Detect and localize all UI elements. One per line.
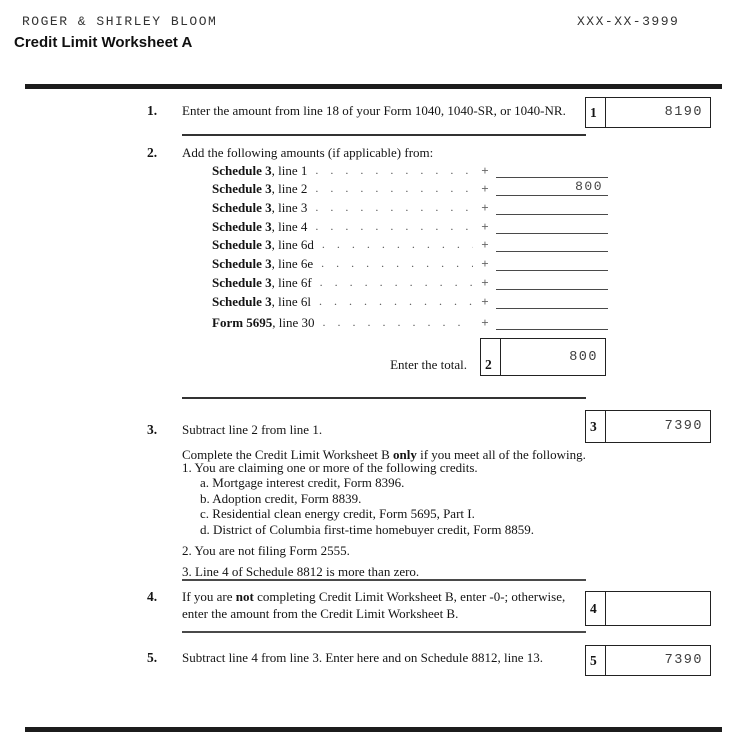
top-rule: [25, 84, 722, 89]
worksheet-b-conditions: [182, 460, 534, 580]
line4-number: 4.: [147, 589, 158, 604]
line2-box-number: 2: [481, 339, 501, 375]
plus-sign: +: [481, 274, 489, 290]
schedule-addition-list: [212, 159, 608, 330]
schedule-row: Schedule 3, line 6l . . . +: [212, 290, 608, 309]
line5-number: 5.: [147, 650, 158, 665]
schedule-row: Schedule 3, line 6f . . . +: [212, 271, 608, 290]
line2-total-field[interactable]: 800: [569, 349, 598, 365]
line4-text: If you are not completing Credit Limit Worksheet B, enter -0-; otherwise, enter the amount from the Credit Limit Worksheet B.: [182, 589, 566, 621]
schedule-row: Schedule 3, line 6d . . . +: [212, 234, 608, 253]
schedule-row: Schedule 3, line 6e . . . +: [212, 252, 608, 271]
line4-box-number: 4: [586, 592, 606, 625]
line3-amount-field[interactable]: 7390: [664, 419, 703, 434]
plus-sign: +: [481, 200, 489, 216]
dot-leader: [315, 163, 473, 177]
plus-sign: +: [481, 162, 489, 178]
amount-field[interactable]: [496, 235, 608, 252]
plus-sign: +: [481, 237, 489, 253]
dot-leader: [321, 256, 473, 270]
line5-amount-field[interactable]: 7390: [664, 653, 703, 668]
separator: [182, 579, 586, 581]
dot-leader: [323, 315, 473, 329]
separator: [182, 631, 586, 633]
schedule-row: Schedule 3, line 4 . . . +: [212, 215, 608, 234]
amount-field[interactable]: [496, 313, 608, 330]
amount-field[interactable]: 800: [496, 179, 608, 196]
bottom-rule: [25, 727, 722, 732]
schedule-row: Form 5695, line 30 . . . +: [212, 312, 608, 331]
taxpayer-name: ROGER & SHIRLEY BLOOM: [22, 14, 218, 29]
plus-sign: +: [481, 293, 489, 309]
page-title: Credit Limit Worksheet A: [14, 34, 193, 51]
taxpayer-ssn: XXX-XX-3999: [577, 14, 680, 29]
dot-leader: [322, 237, 473, 251]
amount-field[interactable]: [496, 292, 608, 309]
line3-amount-box: [585, 410, 711, 443]
line1-amount-field[interactable]: 8190: [664, 105, 703, 120]
condition-item: 1. You are claiming one or more of the following credits.: [182, 460, 478, 475]
dot-leader: [319, 294, 473, 308]
condition-subitem: c. Residential clean energy credit, Form 5695, Part I.: [200, 506, 475, 522]
line1-number: 1.: [147, 103, 158, 118]
line3-box-number: 3: [586, 411, 606, 442]
plus-sign: +: [481, 218, 489, 234]
dot-leader: [315, 181, 473, 195]
condition-subitem: b. Adoption credit, Form 8839.: [200, 490, 362, 506]
schedule-row: Schedule 3, line 1 . . . +: [212, 159, 608, 178]
line1-amount-box: [585, 97, 711, 128]
line1-text: Enter the amount from line 18 of your Form 1040, 1040-SR, or 1040-NR.: [182, 103, 566, 118]
plus-sign: +: [481, 315, 489, 331]
line2-text: Add the following amounts (if applicable) from:: [182, 145, 434, 160]
line5-box-number: 5: [586, 646, 606, 675]
line5-amount-box: [585, 645, 711, 676]
separator: [182, 397, 586, 399]
amount-field[interactable]: [496, 161, 608, 178]
amount-field[interactable]: [496, 273, 608, 290]
line4-amount-field[interactable]: [606, 592, 710, 625]
amount-field[interactable]: [496, 198, 608, 215]
separator: [182, 134, 586, 136]
line1-box-number: 1: [586, 98, 606, 127]
condition-item: 2. You are not filing Form 2555.: [182, 543, 350, 559]
condition-subitem: d. District of Columbia first-time homebuyer credit, Form 8859.: [200, 521, 534, 537]
enter-total-label: Enter the total.: [390, 357, 467, 372]
condition-item: 3. Line 4 of Schedule 8812 is more than zero.: [182, 564, 420, 580]
schedule-row: Schedule 3, line 3 . . . +: [212, 196, 608, 215]
condition-subitem: a. Mortgage interest credit, Form 8396.: [200, 475, 405, 491]
amount-field[interactable]: [496, 217, 608, 234]
amount-field[interactable]: [496, 254, 608, 271]
line4-amount-box: [585, 591, 711, 626]
line2-number: 2.: [147, 145, 158, 160]
line3-text: Subtract line 2 from line 1.: [182, 422, 323, 437]
line3-note: Complete the Credit Limit Worksheet B only if you meet all of the following.: [182, 447, 586, 462]
line5-text: Subtract line 4 from line 3. Enter here and on Schedule 8812, line 13.: [182, 650, 544, 665]
schedule-row: Schedule 3, line 2 . . . + 800: [212, 178, 608, 197]
plus-sign: +: [481, 256, 489, 272]
dot-leader: [320, 275, 473, 289]
dot-leader: [315, 200, 473, 214]
plus-sign: +: [481, 181, 489, 197]
dot-leader: [315, 219, 473, 233]
line2-total-box: [480, 338, 606, 376]
line3-number: 3.: [147, 422, 158, 437]
